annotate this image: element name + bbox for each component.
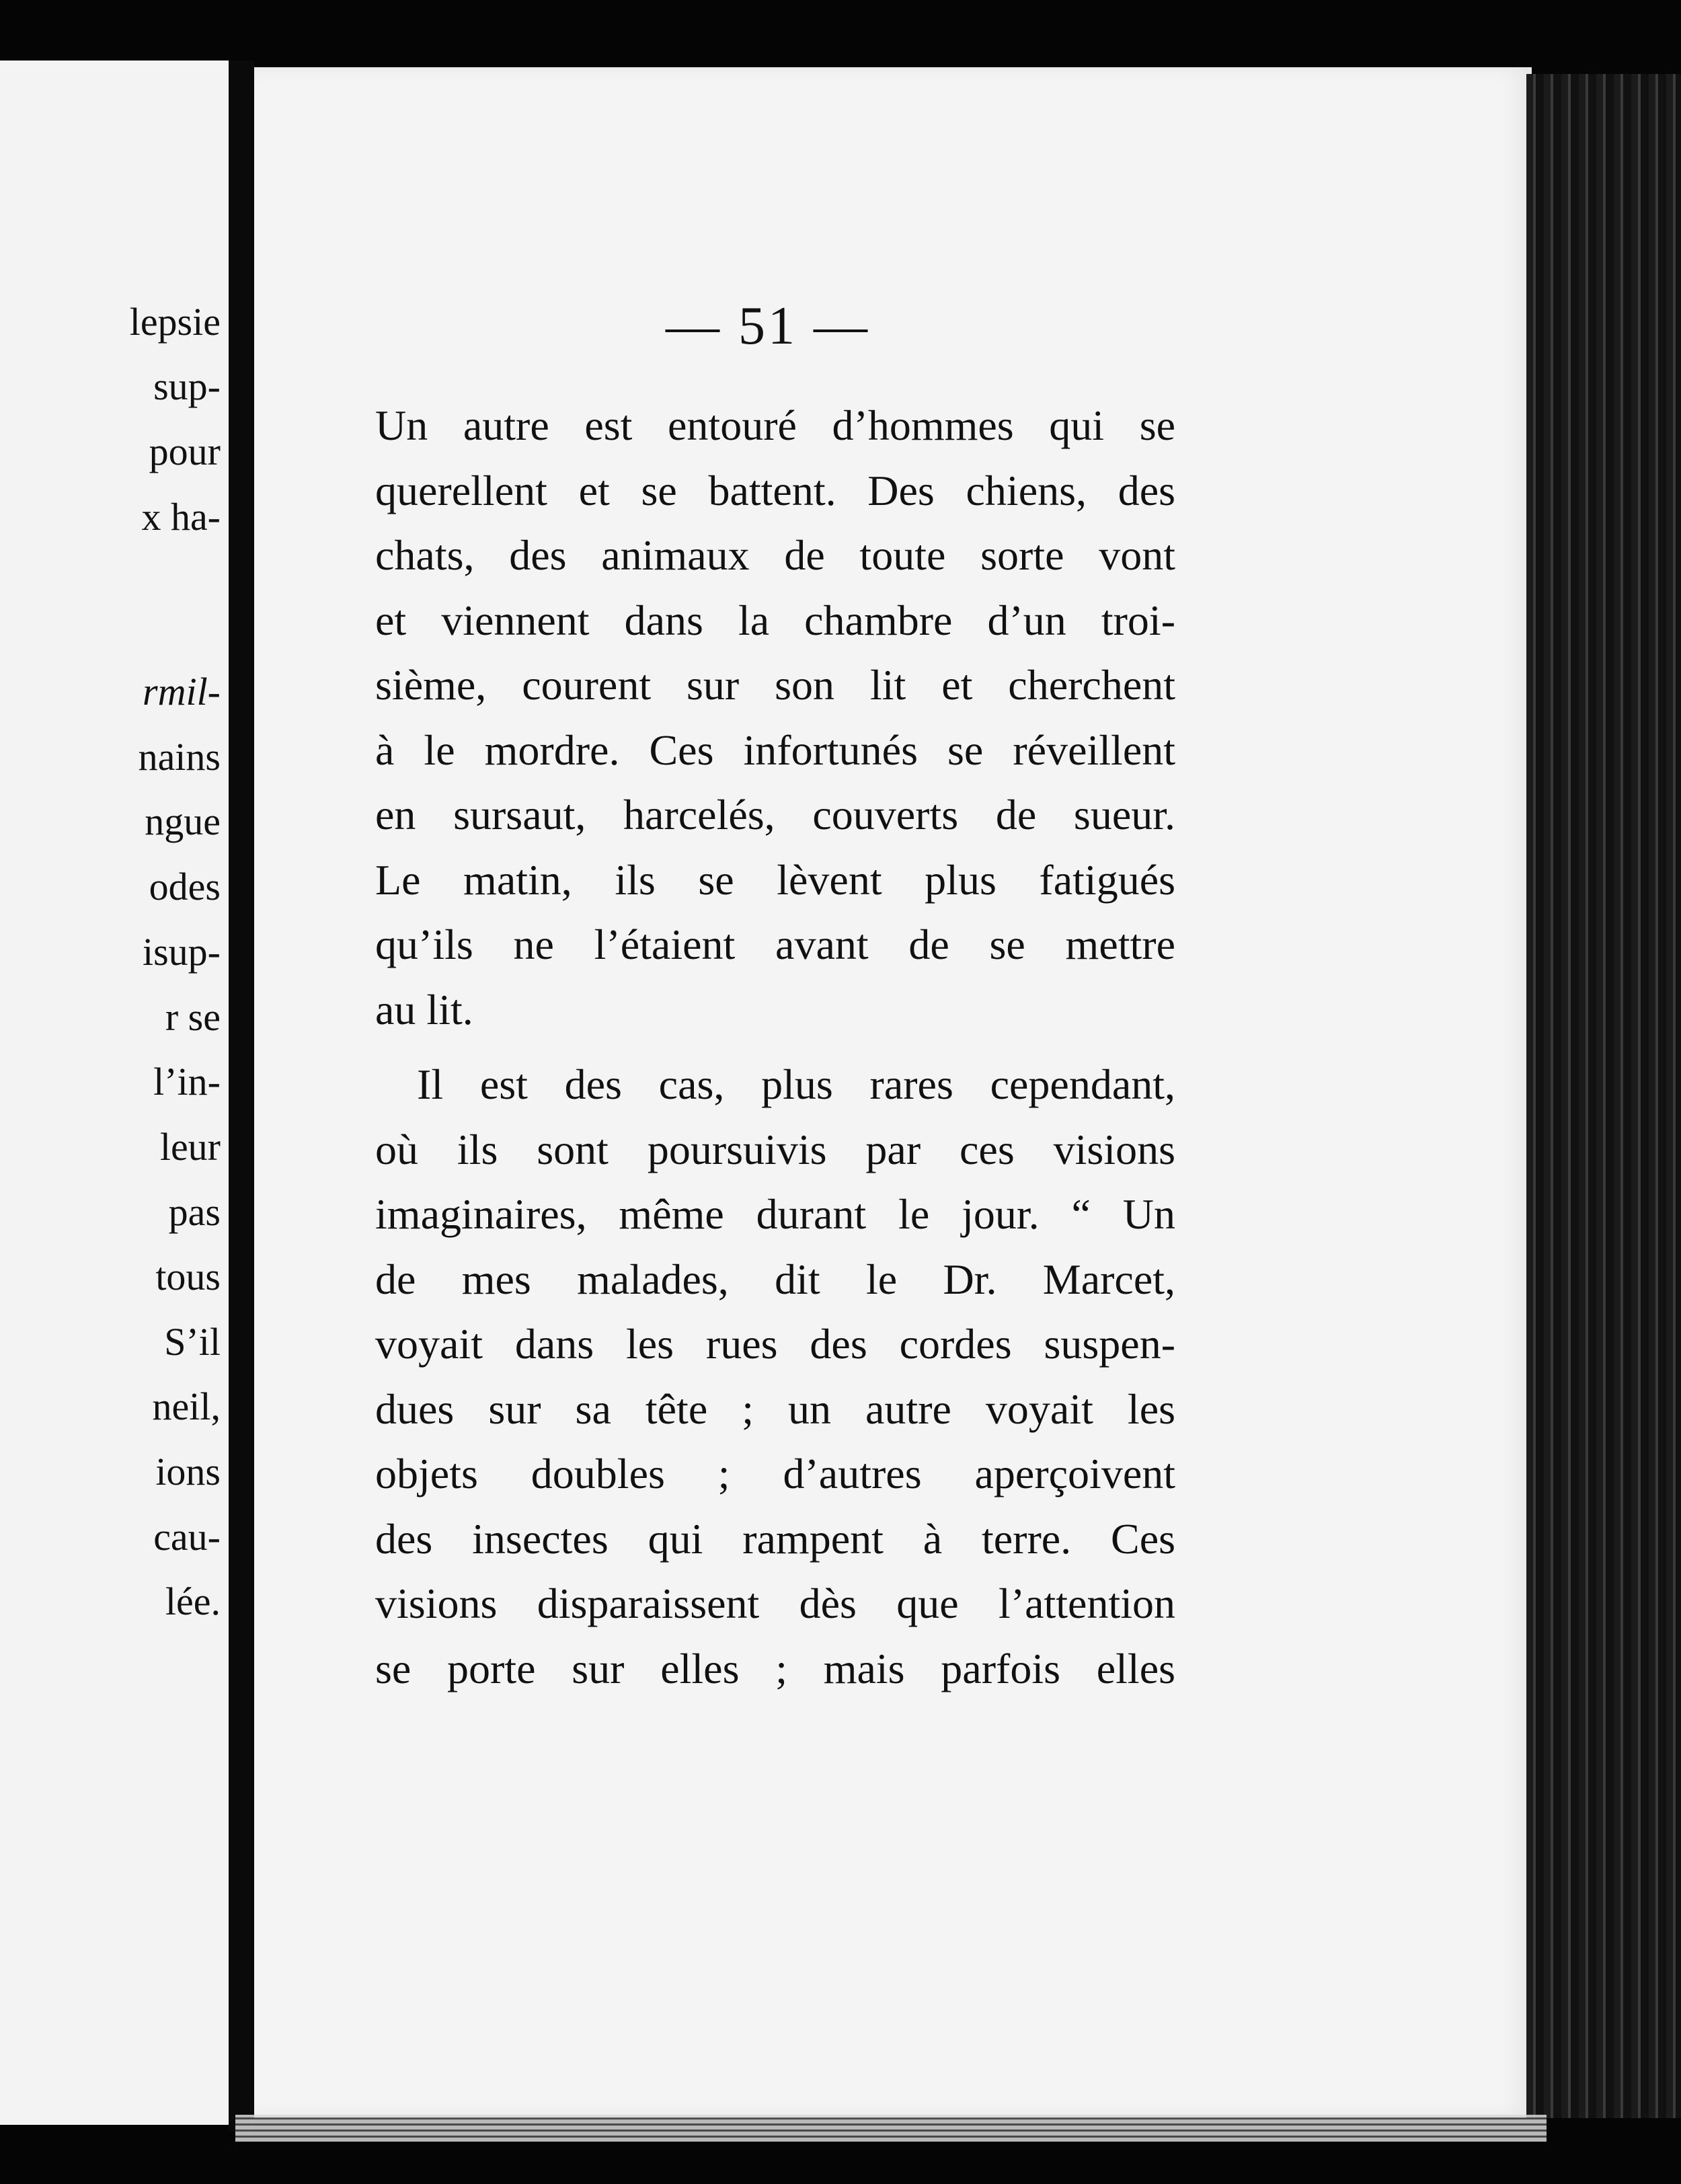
left-page-text-fragment: tous (155, 1255, 221, 1298)
paragraph-gap (375, 1042, 1175, 1052)
left-page-text-fragment: S’il (164, 1320, 221, 1364)
left-page-text-fragment: rmil- (143, 670, 221, 713)
paragraph (375, 393, 1175, 1042)
text-line: Il est des cas, plus rares cependant, (417, 1060, 1175, 1108)
text-line: et viennent dans la chambre d’un troi- (375, 596, 1175, 644)
left-page-text-fragment: nains (138, 735, 221, 779)
text-line: Le matin, ils se lèvent plus fatigués (375, 855, 1175, 904)
text-line: des insectes qui rampent à terre. Ces (375, 1514, 1175, 1563)
text-line: chats, des animaux de toute sorte vont (375, 531, 1175, 579)
text-line: où ils sont poursuivis par ces visions (375, 1125, 1175, 1173)
left-page-text-fragment: pour (149, 430, 221, 473)
text-line: voyait dans les rues des cordes suspen- (375, 1320, 1175, 1368)
page-body-text (375, 393, 1175, 1701)
left-page-text-fragment: lée. (165, 1580, 221, 1623)
text-line: imaginaires, même durant le jour. “ Un (375, 1190, 1175, 1238)
bottom-page-edge (235, 2115, 1547, 2142)
binding-gutter (229, 61, 254, 2132)
text-line: se porte sur elles ; mais parfois elles (375, 1644, 1175, 1692)
left-page-text-fragment: neil, (152, 1384, 221, 1428)
text-line: qu’ils ne l’étaient avant de se mettre (375, 921, 1175, 968)
text-line: objets doubles ; d’autres aperçoivent (375, 1450, 1175, 1497)
left-page-text-fragment: lepsie (129, 300, 221, 344)
left-page-text-fragment: pas (168, 1190, 221, 1234)
left-page-text-fragment: r se (165, 995, 221, 1039)
text-line: Un autre est entouré d’hommes qui se (375, 401, 1175, 449)
left-page-text-fragment: ions (155, 1450, 221, 1493)
text-line: au lit. (375, 985, 473, 1034)
left-page-text-fragment: isup- (143, 930, 221, 974)
left-page-text-fragment: x ha- (141, 495, 221, 539)
text-line: en sursaut, harcelés, couverts de sueur. (375, 791, 1175, 838)
text-line: de mes malades, dit le Dr. Marcet, (375, 1255, 1175, 1303)
text-line: à le mordre. Ces infortunés se réveillent (375, 726, 1175, 774)
left-page-text-fragment: odes (149, 865, 221, 908)
text-line: visions disparaissent dès que l’attention (375, 1580, 1175, 1627)
page-number: — 51 — (666, 297, 870, 356)
paragraph (375, 1052, 1175, 1701)
text-line: sième, courent sur son lit et cherchent (375, 661, 1175, 709)
left-page-text-fragment: sup- (153, 364, 221, 408)
left-page-text-fragment: leur (159, 1125, 221, 1169)
previous-page-fragment (0, 61, 233, 2125)
text-line: dues sur sa tête ; un autre voyait les (375, 1384, 1175, 1433)
text-line: querellent et se battent. Des chiens, des (375, 466, 1175, 514)
left-page-text-fragment: ngue (145, 800, 221, 843)
left-page-text-fragment: cau- (153, 1515, 221, 1559)
left-page-text-fragment: l’in- (153, 1060, 221, 1103)
page-edges (1526, 74, 1681, 2118)
